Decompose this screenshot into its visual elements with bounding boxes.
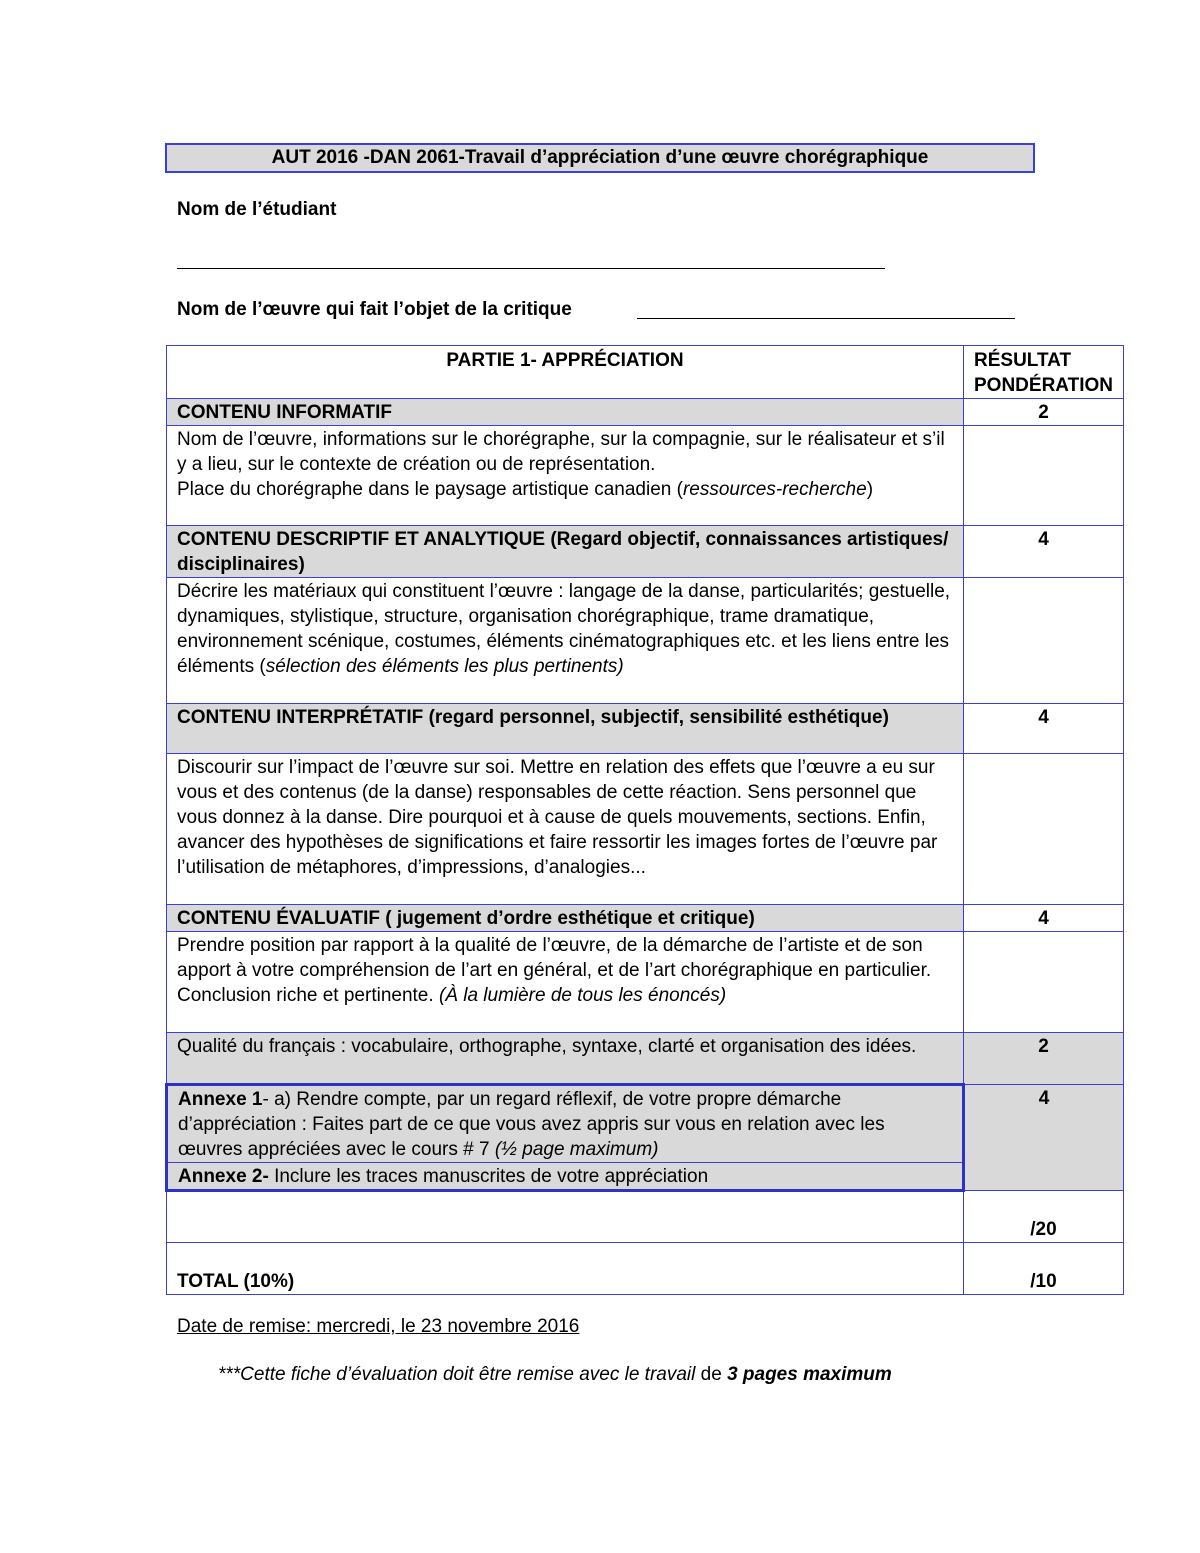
annexe1-body: - a) Rendre compte, par un regard réflexif, de votre propre démarche d’appréciation : Faites part de ce que vous avez appris sur vous en relation avec les œuvres appréciées avec le cours # 7 xyxy=(178,1089,885,1160)
section-body-text-2 xyxy=(177,477,953,502)
annexe1-row xyxy=(167,1085,1124,1163)
section-score: 2 xyxy=(964,399,1124,426)
section-interpretatif-heading-row xyxy=(167,704,1124,754)
section-heading-label: CONTENU DESCRIPTIF ET ANALYTIQUE xyxy=(177,529,546,550)
subtotal-label-cell xyxy=(167,1191,964,1243)
total-label: TOTAL (10%) xyxy=(167,1243,964,1295)
annexe1-text xyxy=(167,1085,964,1163)
section-evaluatif-heading-row xyxy=(167,905,1124,932)
section-heading xyxy=(167,704,964,754)
note-de: de xyxy=(700,1364,728,1385)
grid-header-row xyxy=(167,346,1124,399)
header-weight-label: PONDÉRATION xyxy=(974,375,1113,396)
section-body xyxy=(167,932,964,1033)
body-text-end: ) xyxy=(866,479,874,500)
section-heading-extra: ( jugement d’ordre esthétique et critique) xyxy=(380,908,755,929)
section-evaluatif-body-row xyxy=(167,932,1124,1033)
document-title: AUT 2016 -DAN 2061-Travail d’appréciation d’une œuvre chorégraphique xyxy=(165,143,1035,173)
section-score: 4 xyxy=(964,704,1124,754)
section-interpretatif-body-row xyxy=(167,754,1124,905)
section-score: 4 xyxy=(964,526,1124,578)
section-heading xyxy=(167,526,964,578)
submission-note xyxy=(218,1364,892,1386)
evaluation-grid xyxy=(165,345,1124,1295)
annexe1-italic: (½ page maximum) xyxy=(494,1139,659,1160)
section-body xyxy=(167,578,964,704)
section-heading xyxy=(167,905,964,932)
section-heading-extra: (regard personnel, subjectif, sensibilité esthétique) xyxy=(423,707,889,728)
score-cell[interactable] xyxy=(964,578,1124,704)
section-body-text: Nom de l’œuvre, informations sur le chorégraphe, sur la compagnie, sur le réalisateur et s’il y a lieu, sur le contexte de création ou de représentation. xyxy=(177,429,945,475)
section-descriptif-heading-row xyxy=(167,526,1124,578)
section-body-text-2 xyxy=(177,983,953,1008)
note-text: ***Cette fiche d’évaluation doit être remise avec le travail xyxy=(218,1364,701,1385)
note-bold: 3 pages maximum xyxy=(727,1364,892,1385)
body-italic: (À la lumière de tous les énoncés) xyxy=(438,985,727,1006)
score-cell[interactable] xyxy=(964,426,1124,526)
section-informatif-body-row xyxy=(167,426,1124,526)
annexe1-label: Annexe 1 xyxy=(178,1089,263,1110)
score-cell[interactable] xyxy=(964,932,1124,1033)
subtotal-value[interactable]: /20 xyxy=(964,1191,1124,1243)
header-result xyxy=(964,346,1124,399)
score-cell[interactable] xyxy=(964,754,1124,905)
section-heading: CONTENU INFORMATIF xyxy=(167,399,964,426)
section-informatif-heading-row xyxy=(167,399,1124,426)
total-value[interactable]: /10 xyxy=(964,1243,1124,1295)
section-body: Discourir sur l’impact de l’œuvre sur soi. Mettre en relation des effets que l’œuvre a eu sur vous et des contenus (de la danse) responsables de cette réaction. Sens personnel que vous donnez à la danse. Dire pourquoi et à cause de quels mouvements, sections. Enfin, avancer des hypothèses de significations et faire ressortir les images fortes de l’œuvre par l’utilisation de métaphores, d’impressions, d’analogies... xyxy=(167,754,964,905)
student-name-line[interactable] xyxy=(177,268,885,269)
body-text: Décrire les matériaux qui constituent l’œuvre : langage de la danse, particularités; gestuelle, dynamiques, stylistique, structure, organisation chorégraphique, trame dramatique, environnement scénique, costumes, éléments cinématographiques etc. et les liens entre les éléments ( xyxy=(177,581,951,677)
annexe2-body: Inclure les traces manuscrites de votre appréciation xyxy=(268,1166,709,1187)
section-score: 4 xyxy=(964,905,1124,932)
body-italic: ressources-recherche xyxy=(682,479,867,500)
total-row xyxy=(167,1243,1124,1295)
annexe-score: 4 xyxy=(964,1085,1124,1191)
section-descriptif-body-row xyxy=(167,578,1124,704)
header-part: PARTIE 1- APPRÉCIATION xyxy=(167,346,964,399)
annexe2-text xyxy=(167,1163,964,1191)
section-heading-label: CONTENU INTERPRÉTATIF xyxy=(177,707,424,728)
french-quality-text: Qualité du français : vocabulaire, orthographe, syntaxe, clarté et organisation des idées. xyxy=(167,1033,964,1085)
section-body xyxy=(167,426,964,526)
work-name-line[interactable] xyxy=(637,318,1015,319)
section-heading-extra: (Regard objectif, connaissances artistiques/ disciplinaires) xyxy=(177,529,949,575)
body-italic: sélection des éléments les plus pertinents) xyxy=(265,656,624,677)
french-quality-row xyxy=(167,1033,1124,1085)
header-result-label: RÉSULTAT xyxy=(974,350,1072,371)
subtotal-row xyxy=(167,1191,1124,1243)
section-body-text: Prendre position par rapport à la qualité de l’œuvre, de la démarche de l’artiste et de son apport à votre compréhension de l’art en général, et de l’art chorégraphique en particulier. xyxy=(177,935,932,981)
due-date: Date de remise: mercredi, le 23 novembre 2016 xyxy=(177,1316,580,1337)
body-text: Place du chorégraphe dans le paysage artistique canadien ( xyxy=(177,479,683,500)
work-name-label: Nom de l’œuvre qui fait l’objet de la critique xyxy=(177,299,572,320)
body-text: Conclusion riche et pertinente. xyxy=(177,985,439,1006)
section-heading-label: CONTENU ÉVALUATIF xyxy=(177,908,381,929)
french-quality-score: 2 xyxy=(964,1033,1124,1085)
student-name-label: Nom de l’étudiant xyxy=(177,199,337,220)
annexe2-label: Annexe 2- xyxy=(178,1166,269,1187)
